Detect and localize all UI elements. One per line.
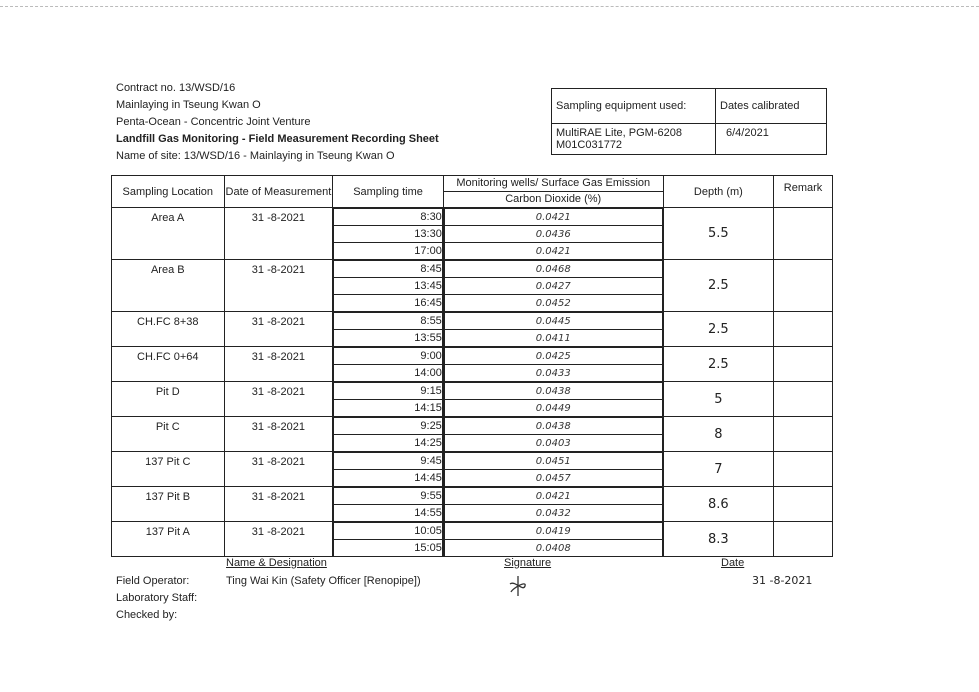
equipment-model: MultiRAE Lite, PGM-6208 <box>556 127 682 139</box>
emission-header-line1: Monitoring wells/ Surface Gas Emission <box>444 176 663 192</box>
depth-cell: 8 <box>663 417 773 452</box>
location-cell: CH.FC 0+64 <box>112 347 225 382</box>
remark-cell <box>774 417 833 452</box>
time-cell <box>333 522 444 557</box>
co2-value: 0.0438 <box>444 418 662 435</box>
value-cell <box>443 522 663 557</box>
value-cell <box>443 260 663 312</box>
co2-value: 0.0421 <box>444 209 662 226</box>
sampling-time: 8:55 <box>334 313 443 330</box>
depth-cell: 2.5 <box>663 312 773 347</box>
co2-value: 0.0468 <box>444 261 662 278</box>
sampling-time: 16:45 <box>334 295 443 312</box>
sampling-time: 14:00 <box>334 365 443 382</box>
remark-cell <box>774 487 833 522</box>
value-cell <box>443 382 663 417</box>
co2-value: 0.0408 <box>444 540 662 557</box>
co2-value: 0.0432 <box>444 505 662 522</box>
depth-cell: 8.6 <box>663 487 773 522</box>
col-remark: Remark <box>774 176 833 208</box>
co2-value: 0.0411 <box>444 330 662 347</box>
value-cell <box>443 487 663 522</box>
date-cell: 31 -8-2021 <box>224 522 333 557</box>
time-cell <box>333 347 444 382</box>
co2-value: 0.0436 <box>444 226 662 243</box>
table-row <box>112 382 833 417</box>
field-operator-name: Ting Wai Kin (Safety Officer [Renopipe]) <box>226 575 421 587</box>
sampling-time: 13:30 <box>334 226 443 243</box>
co2-value: 0.0421 <box>444 243 662 260</box>
value-cell <box>443 312 663 347</box>
sampling-time: 9:25 <box>334 418 443 435</box>
equipment-serial: M01C031772 <box>556 139 623 151</box>
equipment-table <box>551 88 827 155</box>
depth-cell: 2.5 <box>663 347 773 382</box>
col-location: Sampling Location <box>112 176 225 208</box>
co2-value: 0.0403 <box>444 435 662 452</box>
equipment-header: Sampling equipment used: <box>552 89 716 124</box>
time-cell <box>333 208 444 260</box>
sampling-time: 8:30 <box>334 209 443 226</box>
field-operator-date: 31 -8-2021 <box>752 574 813 587</box>
location-cell: Pit C <box>112 417 225 452</box>
document-header <box>116 80 439 165</box>
co2-value: 0.0457 <box>444 470 662 487</box>
time-cell <box>333 452 444 487</box>
equipment-name <box>552 124 716 155</box>
co2-value: 0.0421 <box>444 488 662 505</box>
signature-header: Signature <box>504 557 552 569</box>
remark-cell <box>774 347 833 382</box>
table-row <box>112 452 833 487</box>
value-cell <box>443 417 663 452</box>
co2-value: 0.0425 <box>444 348 662 365</box>
sampling-time: 9:55 <box>334 488 443 505</box>
time-cell <box>333 260 444 312</box>
depth-cell: 5 <box>663 382 773 417</box>
date-cell: 31 -8-2021 <box>224 487 333 522</box>
co2-value: 0.0419 <box>444 523 662 540</box>
time-cell <box>333 487 444 522</box>
top-scan-line <box>0 6 979 7</box>
sampling-time: 9:15 <box>334 383 443 400</box>
sheet-title: Landfill Gas Monitoring - Field Measurement Recording Sheet <box>116 133 439 145</box>
time-cell <box>333 382 444 417</box>
remark-cell <box>774 382 833 417</box>
sampling-time: 9:45 <box>334 453 443 470</box>
date-cell: 31 -8-2021 <box>224 347 333 382</box>
name-designation-header: Name & Designation <box>226 557 327 569</box>
contract-number: Contract no. 13/WSD/16 <box>116 82 236 94</box>
checked-by-label: Checked by: <box>116 609 178 621</box>
table-row <box>112 260 833 312</box>
location-cell: Pit D <box>112 382 225 417</box>
sampling-time: 14:15 <box>334 400 443 417</box>
co2-value: 0.0438 <box>444 383 662 400</box>
col-emission <box>443 176 663 208</box>
sampling-time: 14:45 <box>334 470 443 487</box>
table-row <box>112 347 833 382</box>
sampling-time: 8:45 <box>334 261 443 278</box>
remark-cell <box>774 312 833 347</box>
date-cell: 31 -8-2021 <box>224 312 333 347</box>
field-operator-label: Field Operator: <box>116 575 190 587</box>
remark-cell <box>774 452 833 487</box>
remark-cell <box>774 260 833 312</box>
location-cell: Area A <box>112 208 225 260</box>
remark-cell <box>774 208 833 260</box>
sampling-time: 14:55 <box>334 505 443 522</box>
depth-cell: 2.5 <box>663 260 773 312</box>
co2-value: 0.0445 <box>444 313 662 330</box>
value-cell <box>443 208 663 260</box>
depth-cell: 7 <box>663 452 773 487</box>
sampling-time: 9:00 <box>334 348 443 365</box>
date-header: Date <box>721 557 745 569</box>
col-time: Sampling time <box>333 176 444 208</box>
sampling-time: 13:45 <box>334 278 443 295</box>
calibration-header: Dates calibrated <box>716 89 827 124</box>
location-cell: 137 Pit A <box>112 522 225 557</box>
project-name: Mainlaying in Tseung Kwan O <box>116 99 261 111</box>
site-name: Name of site: 13/WSD/16 - Mainlaying in Tseung Kwan O <box>116 150 395 162</box>
contractor-name: Penta-Ocean - Concentric Joint Venture <box>116 116 311 128</box>
calibration-date-value: 6/4/2021 <box>726 127 769 139</box>
col-date: Date of Measurement <box>224 176 333 208</box>
date-cell: 31 -8-2021 <box>224 260 333 312</box>
sampling-time: 17:00 <box>334 243 443 260</box>
sampling-time: 15:05 <box>334 540 443 557</box>
value-cell <box>443 347 663 382</box>
table-row <box>112 487 833 522</box>
sampling-time: 13:55 <box>334 330 443 347</box>
table-row <box>112 417 833 452</box>
signature-mark <box>505 574 531 598</box>
depth-cell: 8.3 <box>663 522 773 557</box>
col-depth: Depth (m) <box>663 176 773 208</box>
co2-value: 0.0433 <box>444 365 662 382</box>
emission-header-line2: Carbon Dioxide (%) <box>505 193 602 205</box>
location-cell: CH.FC 8+38 <box>112 312 225 347</box>
location-cell: 137 Pit B <box>112 487 225 522</box>
sampling-time: 10:05 <box>334 523 443 540</box>
measurement-table <box>111 175 833 557</box>
lab-staff-label: Laboratory Staff: <box>116 592 198 604</box>
date-cell: 31 -8-2021 <box>224 417 333 452</box>
table-row <box>112 208 833 260</box>
depth-cell: 5.5 <box>663 208 773 260</box>
time-cell <box>333 417 444 452</box>
co2-value: 0.0427 <box>444 278 662 295</box>
value-cell <box>443 452 663 487</box>
table-row <box>112 522 833 557</box>
date-cell: 31 -8-2021 <box>224 452 333 487</box>
co2-value: 0.0451 <box>444 453 662 470</box>
calibration-date <box>716 124 827 155</box>
table-row <box>112 312 833 347</box>
remark-cell <box>774 522 833 557</box>
sampling-time: 14:25 <box>334 435 443 452</box>
co2-value: 0.0452 <box>444 295 662 312</box>
co2-value: 0.0449 <box>444 400 662 417</box>
time-cell <box>333 312 444 347</box>
location-cell: Area B <box>112 260 225 312</box>
date-cell: 31 -8-2021 <box>224 382 333 417</box>
location-cell: 137 Pit C <box>112 452 225 487</box>
date-cell: 31 -8-2021 <box>224 208 333 260</box>
